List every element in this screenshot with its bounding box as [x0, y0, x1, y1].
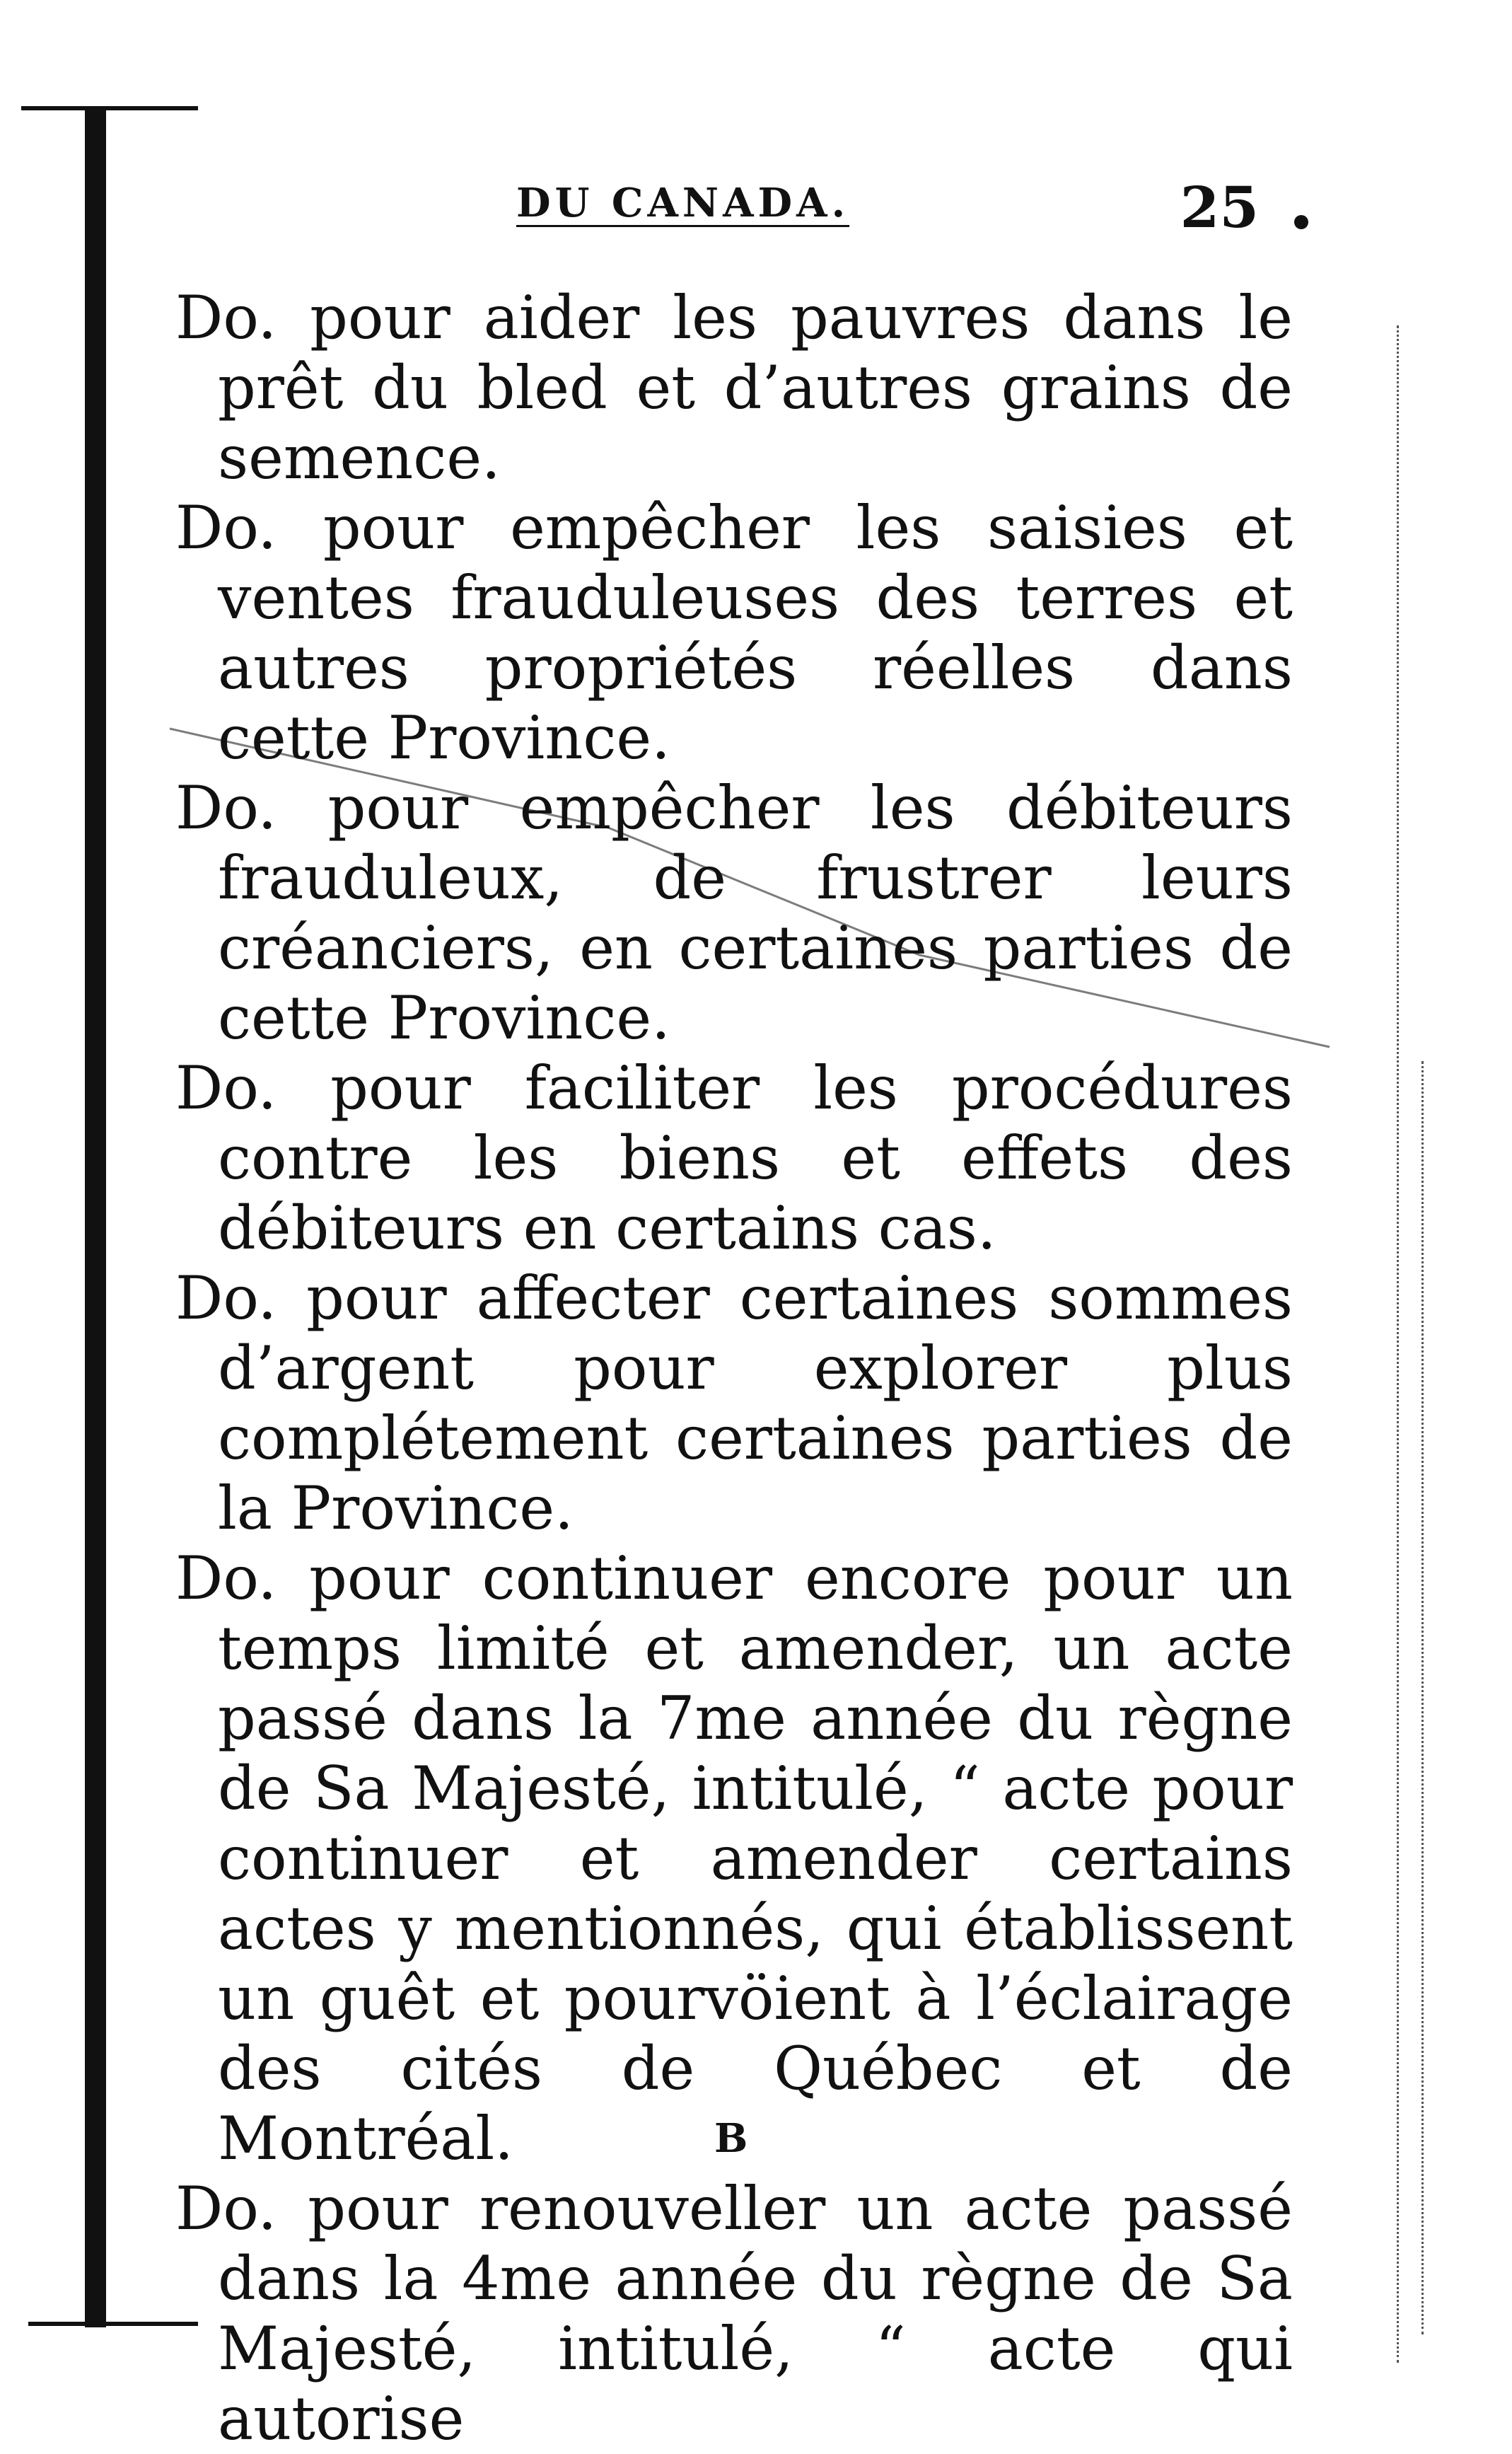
entry-renew-act: Do. pour renouveller un acte passé dans la 4me année du règne de Sa Majesté, intitulé, “ acte qui autorise [175, 2174, 1293, 2453]
running-title: DU CANADA. [516, 180, 850, 226]
entry-debtor-proceedings: Do. pour faciliter les procédures contre les biens et effets des débiteurs en certains cas. [175, 1053, 1293, 1263]
right-margin-perforation [1397, 325, 1399, 2363]
entry-watch-and-lighting-act: Do. pour continuer encore pour un temps limité et amender, un acte passé dans la 7me année du règne de Sa Majesté, intitulé, “ acte pour continuer et amender certains actes y mentionnés, qui établissent un guêt et pourvöient à l’éclairage des cités de Québec et de Montréal. [175, 1544, 1293, 2173]
page-number: 25 [1180, 174, 1259, 241]
binding-top-tick [21, 106, 198, 110]
entry-poor-relief-grain: Do. pour aider les pauvres dans le prêt du bled et d’autres grains de semence. [175, 283, 1293, 492]
right-margin-perforation-secondary [1421, 1061, 1424, 2334]
running-head [516, 174, 1322, 241]
signature-mark: B [714, 2115, 748, 2162]
entry-fraudulent-sales: Do. pour empêcher les saisies et ventes frauduleuses des terres et autres propriétés réelles dans cette Province. [175, 493, 1293, 772]
binding-edge-rule [85, 106, 106, 2327]
binding-bottom-tick [28, 2322, 198, 2326]
entry-fraudulent-debtors: Do. pour empêcher les débiteurs frauduleux, de frustrer leurs créanciers, en certaines parties de cette Province. [175, 773, 1293, 1053]
ink-dot [1294, 215, 1308, 229]
entry-exploration-funds: Do. pour affecter certaines sommes d’argent pour explorer plus complétement certaines parties de la Province. [175, 1263, 1293, 1543]
